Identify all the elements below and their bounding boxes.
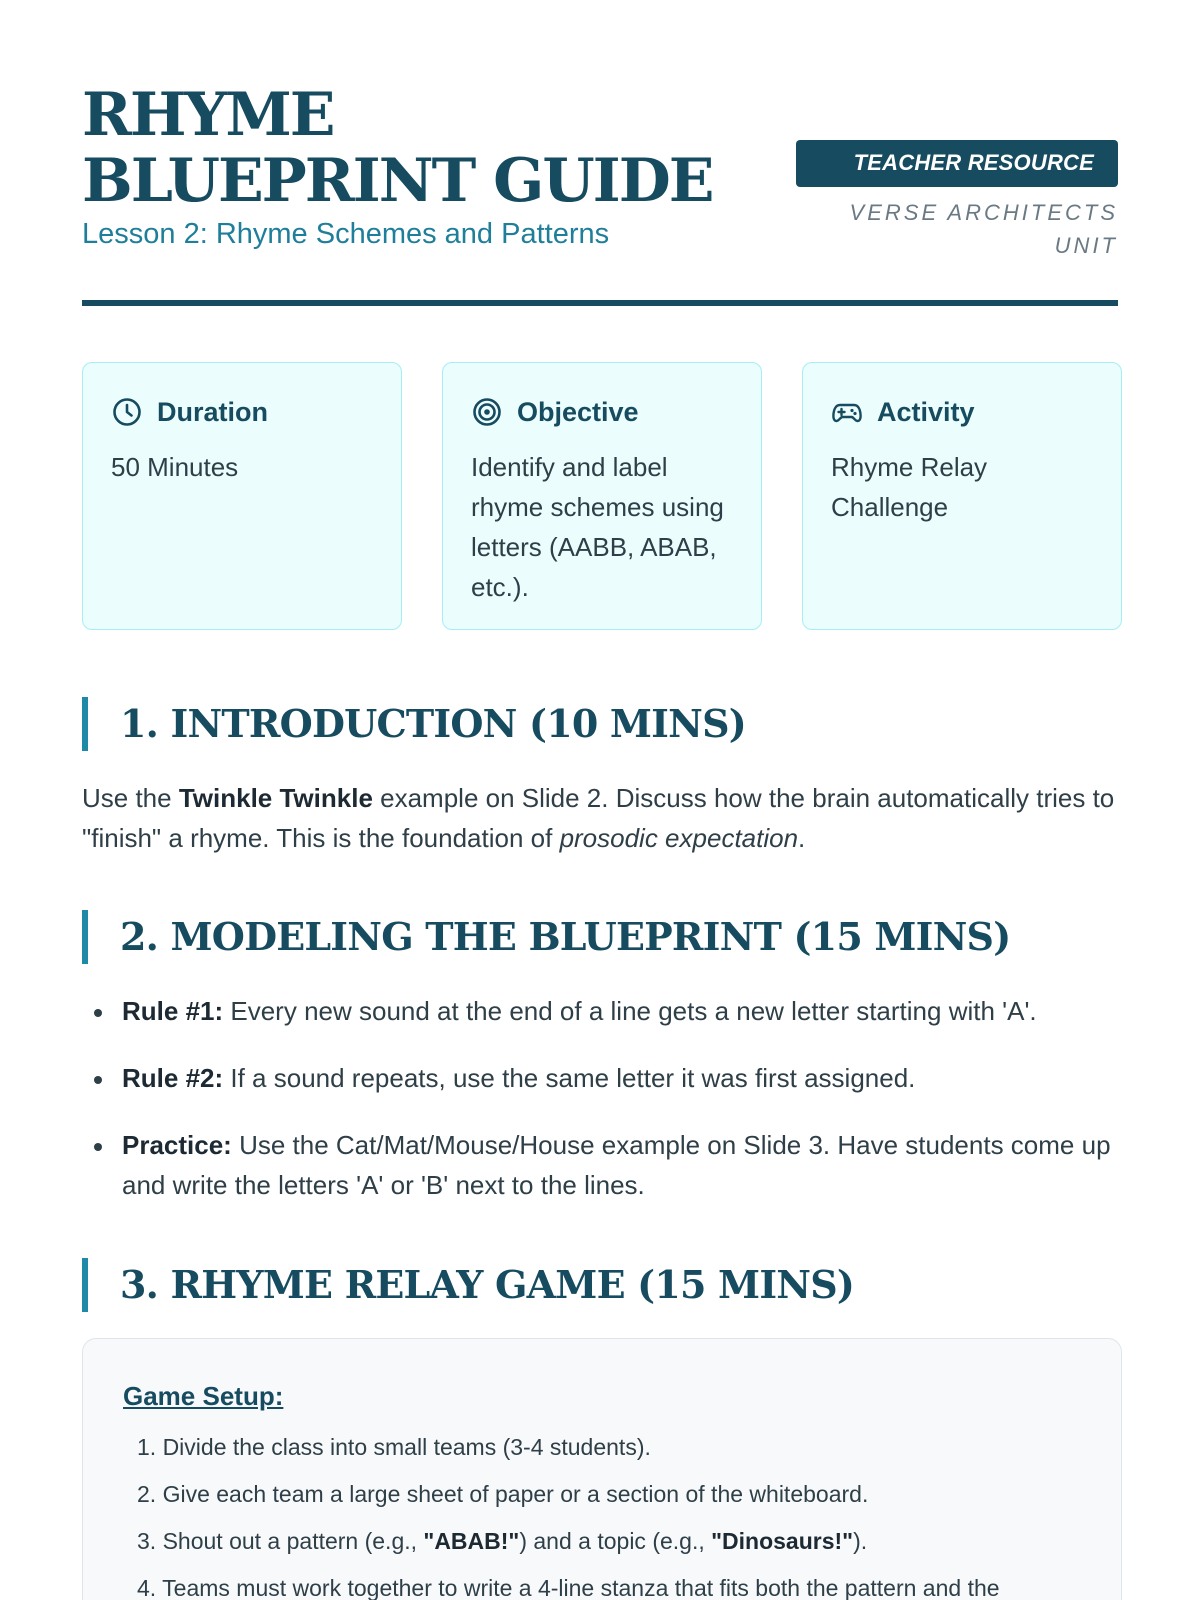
step-topic: "Dinosaurs!" [711, 1528, 854, 1554]
intro-text: example on Slide 2. Discuss how the brain automatically tries to "finish" a rhyme. This is the foundation of [82, 783, 1115, 853]
clock-icon [111, 396, 143, 428]
game-setup-heading: Game Setup: [123, 1381, 284, 1411]
lesson-info-cards [82, 362, 1122, 630]
teacher-resource-badge: TEACHER RESOURCE [796, 140, 1118, 187]
list-item [82, 1058, 1122, 1098]
step-text: ) and a topic (e.g., [519, 1528, 712, 1554]
activity-value: Rhyme Relay Challenge [831, 452, 988, 522]
list-item-text: Use the Cat/Mat/Mouse/House example on Slide 3. Have students come up and write the letters 'A' or 'B' next to the lines. [122, 1130, 1111, 1200]
list-item [82, 991, 1122, 1031]
intro-bold-text: Twinkle Twinkle [178, 783, 373, 813]
unit-label: VERSE ARCHITECTS UNIT [849, 200, 1118, 258]
duration-label: Duration [157, 396, 268, 427]
intro-text: . [798, 823, 806, 853]
gamepad-icon [831, 396, 863, 428]
list-item: 2. Give each team a large sheet of paper or a section of the whiteboard. [137, 1481, 869, 1507]
duration-card [82, 362, 402, 630]
introduction-paragraph [82, 778, 1122, 858]
list-item-label: Rule #2: [122, 1063, 224, 1093]
list-item [82, 1125, 1122, 1205]
step-pattern: "ABAB!" [423, 1528, 520, 1554]
page-subtitle: Lesson 2: Rhyme Schemes and Patterns [82, 218, 610, 250]
intro-text: Use the [82, 783, 179, 813]
section-modeling-title: 2. MODELING THE BLUEPRINT (15 MINS) [82, 910, 1010, 964]
step-text: 3. Shout out a pattern (e.g., [137, 1528, 424, 1554]
target-icon [471, 396, 503, 428]
intro-italic-text: prosodic expectation [559, 823, 799, 853]
modeling-list [82, 991, 1122, 1232]
list-item-text: If a sound repeats, use the same letter it was first assigned. [223, 1063, 916, 1093]
section-game-title: 3. RHYME RELAY GAME (15 MINS) [82, 1258, 854, 1312]
list-item [137, 1518, 1081, 1565]
objective-value: Identify and label rhyme schemes using letters (AABB, ABAB, etc.). [471, 452, 724, 602]
page-header [82, 0, 1118, 310]
objective-label: Objective [517, 396, 639, 427]
game-setup-box [82, 1338, 1122, 1600]
list-item-label: Practice: [122, 1130, 232, 1160]
header-divider [82, 300, 1118, 306]
page-title: RHYME BLUEPRINT GUIDE [82, 80, 713, 216]
list-item-text: Every new sound at the end of a line gets a new letter starting with 'A'. [223, 996, 1037, 1026]
activity-label: Activity [877, 396, 975, 427]
list-item: 4. Teams must work together to write a 4-line stanza that fits both the pattern and the [137, 1575, 1000, 1600]
duration-value: 50 Minutes [111, 452, 239, 482]
activity-card [802, 362, 1122, 630]
step-text: ). [853, 1528, 868, 1554]
list-item: 1. Divide the class into small teams (3-4 students). [137, 1434, 651, 1460]
list-item-label: Rule #1: [122, 996, 224, 1026]
game-steps-list [123, 1424, 1081, 1600]
section-introduction-title: 1. INTRODUCTION (10 MINS) [82, 697, 746, 751]
objective-card [442, 362, 762, 630]
